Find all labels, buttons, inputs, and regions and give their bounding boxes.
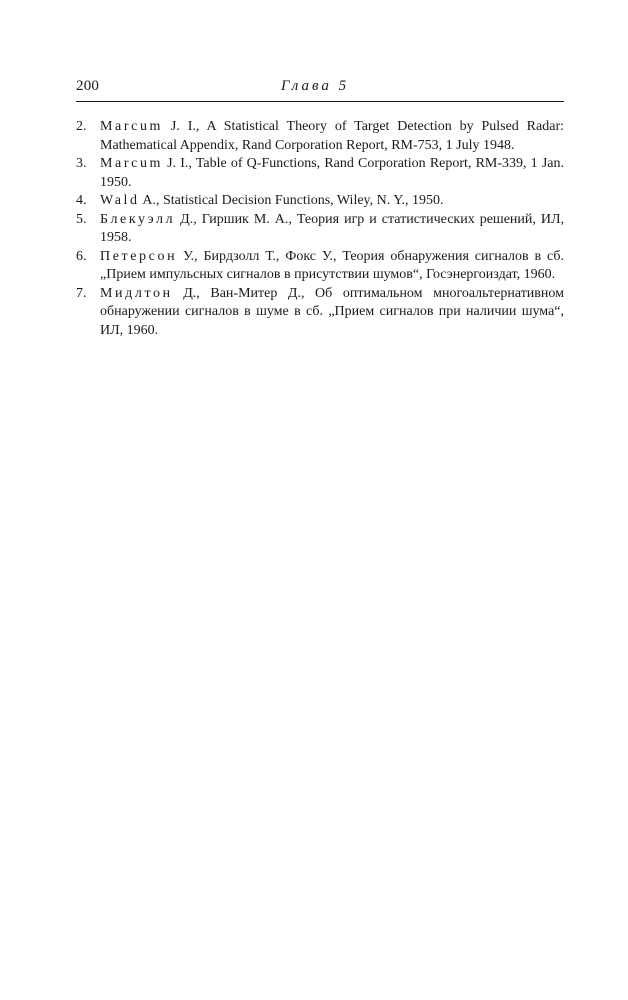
- page-header: [76, 78, 564, 100]
- reference-list: [76, 118, 564, 340]
- reference-number: 5.: [76, 211, 87, 227]
- reference-author: Петерсон: [100, 248, 178, 264]
- reference-text: Д., Ван-Митер Д., Об оптимальном многоальтернативном обнаружении сигналов в шуме в сб. „Прием сигналов при наличии шума“, ИЛ, 1960.: [100, 285, 564, 338]
- reference-item: [76, 248, 564, 285]
- reference-item: [76, 192, 564, 211]
- reference-text: Д., Гиршик М. А., Теория игр и статистических решений, ИЛ, 1958.: [100, 211, 564, 245]
- reference-item: [76, 211, 564, 248]
- reference-item: [76, 285, 564, 341]
- reference-number: 7.: [76, 285, 87, 301]
- reference-author: Marcum: [100, 119, 164, 134]
- reference-item: [76, 155, 564, 192]
- reference-number: 4.: [76, 193, 87, 208]
- reference-author: Marcum: [100, 156, 164, 171]
- reference-number: 2.: [76, 119, 87, 134]
- reference-author: Wald: [100, 193, 140, 208]
- reference-text: J. I., Table of Q-Functions, Rand Corporation Report, RM-339, 1 Jan. 1950.: [100, 156, 564, 190]
- page-number: 200: [76, 78, 100, 94]
- header-rule: [76, 101, 564, 102]
- reference-text: У., Бирдзолл Т., Фокс У., Теория обнаружения сигналов в сб. „Прием импульсных сигналов в присутствии шумов“, Госэнергоиздат, 1960.: [100, 248, 564, 282]
- reference-text: J. I., A Statistical Theory of Target Detection by Pulsed Radar: Mathematical Appendix, Rand Corporation Report, RM-753, 1 July 1948.: [100, 119, 564, 153]
- reference-number: 6.: [76, 248, 87, 264]
- reference-item: [76, 118, 564, 155]
- running-head: Глава 5: [281, 78, 350, 94]
- reference-number: 3.: [76, 156, 87, 171]
- reference-author: Мидлтон: [100, 285, 173, 301]
- reference-author: Блекуэлл: [100, 211, 176, 227]
- reference-text: A., Statistical Decision Functions, Wiley, N. Y., 1950.: [139, 193, 444, 208]
